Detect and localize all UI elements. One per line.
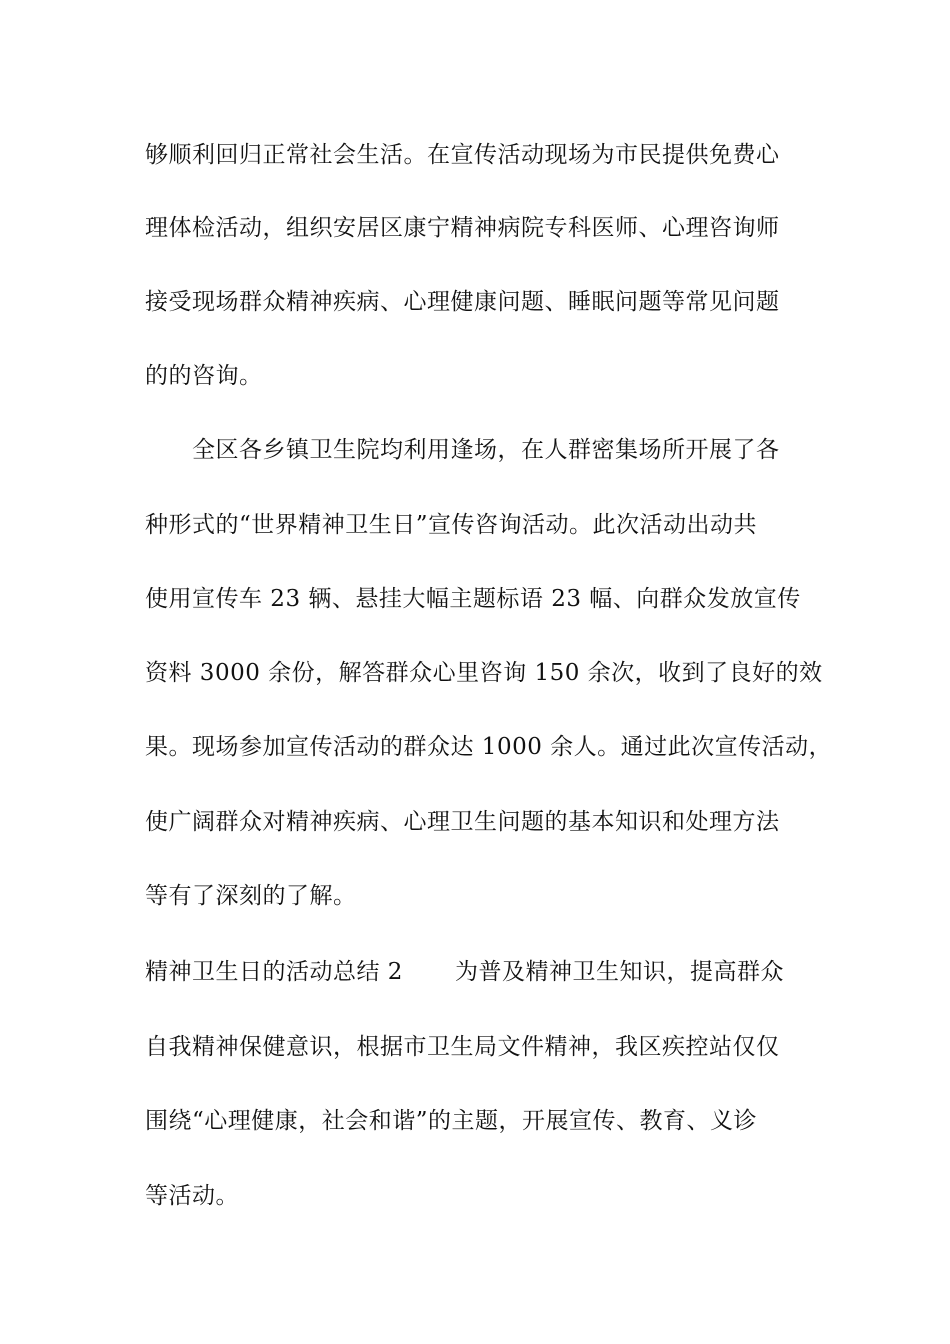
section-heading-line [145,957,845,987]
paragraph-line: 的的咨询。 [145,363,263,389]
paragraph-line: 自我精神保健意识，根据市卫生局文件精神，我区疾控站仅仅 [145,1034,780,1060]
paragraph-line: 资料 3000 余份，解答群众心里咨询 150 余次，收到了良好的效 [145,660,823,686]
paragraph-line: 理体检活动，组织安居区康宁精神病院专科医师、心理咨询师 [145,215,780,241]
paragraph-text: 为普及精神卫生知识，提高群众 [454,959,784,985]
paragraph-line: 全区各乡镇卫生院均利用逢场，在人群密集场所开展了各 [192,437,780,463]
section-heading: 精神卫生日的活动总结 2 [145,959,403,985]
paragraph-line: 等有了深刻的了解。 [145,883,357,909]
paragraph-line: 种形式的“世界精神卫生日”宣传咨询活动。此次活动出动共 [145,512,758,538]
paragraph-line: 使广阔群众对精神疾病、心理卫生问题的基本知识和处理方法 [145,809,780,835]
paragraph-line: 果。现场参加宣传活动的群众达 1000 余人。通过此次宣传活动， [145,734,833,760]
paragraph-line: 等活动。 [145,1183,239,1209]
paragraph-line: 围绕“心理健康，社会和谐”的主题，开展宣传、教育、义诊 [145,1108,758,1134]
paragraph-line: 接受现场群众精神疾病、心理健康问题、睡眠问题等常见问题 [145,289,780,315]
paragraph-line: 够顺利回归正常社会生活。在宣传活动现场为市民提供免费心 [145,142,780,168]
paragraph-line: 使用宣传车 23 辆、悬挂大幅主题标语 23 幅、向群众发放宣传 [145,586,801,612]
